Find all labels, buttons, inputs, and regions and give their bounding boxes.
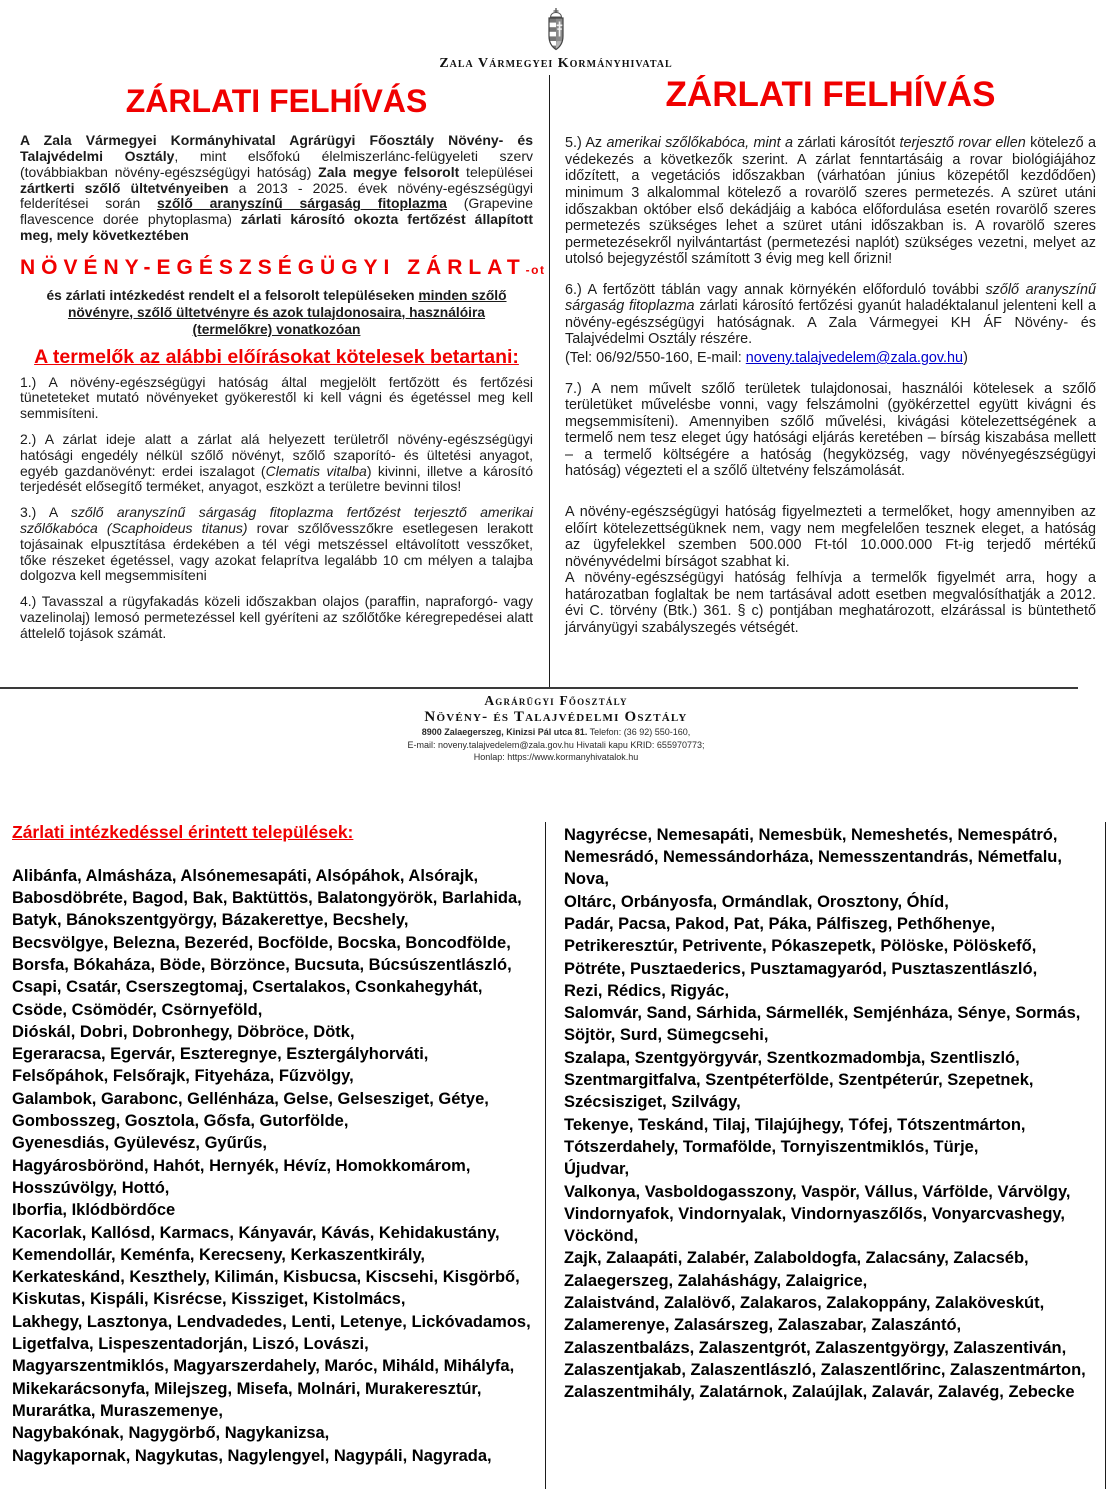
settlement-line: Padár, Pacsa, Pakod, Pat, Páka, Pálfiszeg, Pethőhenye,: [564, 914, 996, 933]
quarantine-order-heading: NÖVÉNY-EGÉSZSÉGÜGYI ZÁRLAT-ot: [20, 255, 546, 279]
settlement-line: Dióskál, Dobri, Dobronhegy, Döbröce, Dötk,: [12, 1022, 355, 1041]
settlement-line: Ligetfalva, Lispeszentadorján, Liszó, Lovászi,: [12, 1335, 369, 1354]
notice-column-left: [0, 75, 549, 687]
settlement-line: Rezi, Rédics, Rigyác,: [564, 981, 730, 1000]
rule-item-6: 6.) A fertőzött táblán vagy annak környékén előforduló további szőlő aranyszínű sárgaság fitoplazma zárlati károsító fertőzési gyanút haladéktalanul jelenteni kell a növény-egészségügyi hatóságnak. A Zala Vármegyei KH ÁF Növény- és Talajvédelmi Osztály részére.: [565, 281, 1096, 348]
settlement-line: Söjtör, Surd, Sümegcsehi,: [564, 1026, 769, 1045]
settlement-line: Babosdöbréte, Bagod, Bak, Baktüttös, Balatongyörök, Barlahida,: [12, 889, 522, 908]
settlement-line: Nagybakónak, Nagygörbő, Nagykanizsa,: [12, 1424, 330, 1443]
settlement-line: Murarátka, Muraszemenye,: [12, 1401, 223, 1420]
department-name-line-2: Növény- és Talajvédelmi Osztály: [424, 709, 688, 725]
settlement-line: Nagyrécse, Nemesapáti, Nemesbük, Nemeshetés, Nemespátró,: [564, 825, 1058, 844]
settlement-line: Oltárc, Orbányosfa, Ormándlak, Orosztony, Óhíd,: [564, 892, 949, 911]
settlement-line: Szalapa, Szentgyörgyvár, Szentkozmadombja, Szentliszló,: [564, 1048, 1020, 1067]
settlement-line: Alibánfa, Almásháza, Alsónemesapáti, Alsópáhok, Alsórajk,: [12, 866, 479, 885]
org-name: Zala Vármegyei Kormányhivatal: [439, 56, 673, 71]
settlement-line: Hosszúvölgy, Hottó,: [12, 1178, 170, 1197]
warning-block: [565, 504, 1096, 637]
rule-item-2: 2.) A zárlat ideje alatt a zárlat alá helyezett területről növény-egészségügyi hatósági engedély nélkül szőlő növényt, szőlő szaporító- és ültetési anyagot, egyéb gazdanövényt: erdei iszalagot (Clematis vitalba) kivinni, illetve a károsító terjedését elősegítő terméket, anyagot, eszközt a területre bevinni tilos!: [20, 430, 533, 495]
penalty-warning: A növény-egészségügyi hatóság figyelmezteti a termelőket, hogy amennyiben az előírt kötelezettségüknek nem, vagy nem megfelelően tesznek eleget, a hatóság az ügyfelekkel szemben 500.000 Ft-tól 10.000.000 Ft-ig terjedő mértékű növényvédelmi bírságot szabhat ki.: [565, 503, 1096, 570]
coat-of-arms-icon: [540, 8, 572, 54]
notice-column-right: [549, 75, 1112, 687]
settlement-line: Lakhegy, Lasztonya, Lendvadedes, Lenti, Letenye, Lickóvadamos,: [12, 1312, 531, 1331]
settlement-line: Újudvar,: [564, 1160, 630, 1179]
document-header: [0, 0, 1112, 72]
settlement-line: Zalaegerszeg, Zalaháshágy, Zalaigrice,: [564, 1271, 868, 1290]
contact-line: (Tel: 06/92/550-160, E-mail: noveny.talajvedelem@zala.gov.hu): [565, 350, 968, 366]
settlement-line: Felsőpáhok, Felsőrajk, Fityeháza, Fűzvölgy,: [12, 1067, 354, 1086]
settlement-line: Zajk, Zalaapáti, Zalabér, Zalaboldogfa, Zalacsány, Zalacséb,: [564, 1249, 1029, 1268]
settlement-line: Kemendollár, Keménfa, Kerecseny, Kerkaszentkirály,: [12, 1245, 425, 1264]
settlements-column-right: [545, 822, 1106, 1489]
settlement-line: Pötréte, Pusztaederics, Pusztamagyaród, Pusztaszentlászló,: [564, 959, 1038, 978]
settlement-line: Gyenesdiás, Gyülevész, Gyűrűs,: [12, 1134, 267, 1153]
department-contact: E-mail: noveny.talajvedelem@zala.gov.hu Hivatali kapu KRID: 655970773;: [407, 739, 705, 750]
page-title-right: ZÁRLATI FELHÍVÁS: [665, 75, 996, 114]
settlement-line: Galambok, Garabonc, Gellénháza, Gelse, Gelsesziget, Gétye,: [12, 1089, 489, 1108]
settlement-line: Tótszerdahely, Tormafölde, Tornyiszentmiklós, Türje,: [564, 1137, 979, 1156]
settlement-line: Batyk, Bánokszentgyörgy, Bázakerettye, Becshely,: [12, 911, 409, 930]
settlement-line: Vindornyafok, Vindornyalak, Vindornyaszőlős, Vonyarcvashegy,: [564, 1204, 1065, 1223]
settlement-line: Mikekarácsonyfa, Milejszeg, Misefa, Molnári, Murakeresztúr,: [12, 1379, 482, 1398]
settlement-line: Tekenye, Teskánd, Tilaj, Tilajújhegy, Tófej, Tótszentmárton,: [564, 1115, 1026, 1134]
settlement-line: Becsvölgye, Belezna, Bezeréd, Bocfölde, Bocska, Boncodfölde,: [12, 933, 511, 952]
quarantine-order-suffix: -ot: [525, 262, 546, 277]
settlement-line: Borsfa, Bókaháza, Böde, Börzönce, Bucsuta, Búcsúszentlászló,: [12, 955, 512, 974]
settlement-line: Hagyárosbörönd, Hahót, Hernyék, Hévíz, Homokkomárom,: [12, 1156, 471, 1175]
department-footer: [0, 693, 1112, 764]
settlement-line: Kiskutas, Kispáli, Kisrécse, Kissziget, Kistolmács,: [12, 1290, 406, 1309]
settlement-line: Csöde, Csömödér, Csörnyeföld,: [12, 1000, 263, 1019]
rule-item-6-block: [565, 282, 1096, 367]
scope-statement: és zárlati intézkedést rendelt el a felsorolt településeken minden szőlő növényre, szőlő ültetvényre és azok tulajdonosaira, használóira (termelőkre) vonatkozóan: [46, 287, 507, 337]
settlement-line: Zalaszentmihály, Zalatárnok, Zalaújlak, Zalavár, Zalavég, Zebecke: [564, 1383, 1075, 1402]
criminal-warning: A növény-egészségügyi hatóság felhívja a termelők figyelmét arra, hogy a határozatban foglaltak be nem tartásával adott esetben megvalósíthatják a 2012. évi C. törvény (Btk.) 361. § c) pontjában meghatározott, elzárással is büntethető járványügyi szabályszegés vétségét.: [565, 570, 1096, 636]
producer-rules-heading: A termelők az alábbi előírásokat kötelesek betartani:: [34, 346, 519, 369]
page-title-left: ZÁRLATI FELHÍVÁS: [125, 83, 428, 119]
settlement-line: Nova,: [564, 870, 609, 889]
settlement-line: Valkonya, Vasboldogasszony, Vaspör, Vállus, Várfölde, Várvölgy,: [564, 1182, 1071, 1201]
notice-body: [0, 75, 1112, 687]
settlement-line: Salomvár, Sand, Sárhida, Sármellék, Semjénháza, Sénye, Sormás,: [564, 1004, 1081, 1023]
settlements-section: [0, 822, 1106, 1489]
settlement-line: Kacorlak, Kallósd, Karmacs, Kányavár, Kávás, Kehidakustány,: [12, 1223, 500, 1242]
settlement-line: Egeraracsa, Egervár, Eszteregnye, Esztergályhorváti,: [12, 1045, 429, 1064]
settlement-line: Iborfia, Iklódbördőce: [12, 1201, 176, 1220]
settlement-line: Kerkateskánd, Keszthely, Kilimán, Kisbucsa, Kiscsehi, Kisgörbő,: [12, 1268, 520, 1287]
settlement-line: Vöckönd,: [564, 1227, 639, 1246]
settlement-line: Zalaszentjakab, Zalaszentlászló, Zalaszentlőrinc, Zalaszentmárton,: [564, 1360, 1086, 1379]
settlement-line: Szécsisziget, Szilvágy,: [564, 1093, 741, 1112]
email-link[interactable]: noveny.talajvedelem@zala.gov.hu: [745, 350, 964, 366]
department-address: 8900 Zalaegerszeg, Kinizsi Pál utca 81. Telefon: (36 92) 550-160,: [421, 727, 691, 737]
rule-item-7: 7.) A nem művelt szőlő területek tulajdonosai, használói kötelesek a szőlő területüket művelésbe vonni, vagy felszámolni (gyökérzettel együtt kivágni és megsemmisíteni). Amennyiben szőlő művelési, kivágási kötelezettségének a termelő nem tesz eleget úgy hatósági eljárás keretében – bírság kiszabása mellett – a termelő költségére a hatóság (hegyközség, vagy növényegészségügyi hatóság) végezteti el a szőlő ültetvény felszámolását.: [565, 380, 1096, 480]
department-name-line-1: Agrárügyi Főosztály: [484, 693, 628, 708]
settlement-line: Zalamerenye, Zalasárszeg, Zalaszabar, Zalaszántó,: [564, 1316, 962, 1335]
settlements-list-right: [564, 824, 1097, 1404]
department-website: Honlap: https://www.kormanyhivatalok.hu: [473, 752, 639, 763]
settlement-line: Petrikeresztúr, Petrivente, Pókaszepetk, Pölöske, Pölöskefő,: [564, 937, 1037, 956]
settlement-line: Nemesrádó, Nemessándorháza, Nemesszentandrás, Németfalu,: [564, 848, 1062, 867]
intro-paragraph: A Zala Vármegyei Kormányhivatal Agrárügyi Főosztály Növény- és Talajvédelmi Osztály, mint elsőfokú élelmiszerlánc-felügyeleti szerv (továbbiakban növény-egészségügyi hatóság) Zala megye felsorolt települései zártkerti szőlő ültetvényeiben a 2013 - 2025. évek növény-egészségügyi felderítései során szőlő aranyszínű sárgaság fitoplazma (Grapevine flavescence dorée phytoplasma) zárlati károsító okozta fertőzést állapított meg, mely következtében: [20, 132, 534, 244]
rule-item-3: 3.) A szőlő aranyszínű sárgaság fitoplazma fertőzést terjesztő amerikai szőlőkabóca (Scaphoideus titanus) rovar szőlővesszőkre esetlegesen lerakott tojásainak elpusztítása érdekében a tél végi metszéssel eltávolított vesszőket, tőke részeket égetéssel, vagy azokat felaprítva legalább 10 cm mélyen a talajba dolgozva kell megsemmisíteni: [20, 504, 533, 584]
settlements-list-left: [12, 865, 537, 1467]
rule-item-1: 1.) A növény-egészségügyi hatóság által megjelölt fertőzött és fertőzési tüneteteket mutató növényeket gyökerestől ki kell vágni és égetéssel meg kell semmisíteni.: [20, 373, 533, 422]
settlement-line: Szentmargitfalva, Szentpéterfölde, Szentpéterúr, Szepetnek,: [564, 1071, 1034, 1090]
settlement-line: Nagykapornak, Nagykutas, Nagylengyel, Nagypáli, Nagyrada,: [12, 1446, 492, 1465]
settlement-line: Zalaistvánd, Zalalövő, Zalakaros, Zalakoppány, Zalaköveskút,: [564, 1294, 1045, 1313]
settlements-heading: Zárlati intézkedéssel érintett települések:: [12, 821, 354, 842]
settlement-line: Magyarszentmiklós, Magyarszerdahely, Maróc, Miháld, Mihályfa,: [12, 1357, 515, 1376]
settlement-line: Csapi, Csatár, Cserszegtomaj, Csertalakos, Csonkahegyhát,: [12, 978, 483, 997]
rule-item-4: 4.) Tavasszal a rügyfakadás közeli időszakban olajos (paraffin, napraforgó- vagy vazelinolaj) lemosó permetezéssel kell gyéríteni az szőlőtőke kéregrepedései alatt áttelelő tojások számát.: [20, 593, 533, 641]
footer-divider: [0, 687, 1078, 689]
settlement-line: Gombosszeg, Gosztola, Gősfa, Gutorfölde,: [12, 1112, 349, 1131]
settlement-line: Zalaszentbalázs, Zalaszentgrót, Zalaszentgyörgy, Zalaszentiván,: [564, 1338, 1067, 1357]
rule-item-5: 5.) Az amerikai szőlőkabóca, mint a zárlati károsítót terjesztő rovar ellen kötelező a védekezés a következők szerint. A zárlat fenntartásáig a rovar biológiájához időzített, a vegetációs időszakban (várhatóan június közepétől kezdődően) minimum 3 alkalommal kötelező a rovarölő szeres permetezés. A szüret utáni időszakban október első dekádjáig a kabóca előfordulása esetén rovarölő szeres permetezés szükséges lehet a szüret utáni időszakban is. A rovarölő szeres permetezésekről nyilvántartást (permetezési naplót) szükséges vezetni, melyet az utolsó bejegyzéstől számított 3 évig meg kell őrizni!: [565, 135, 1096, 268]
settlements-column-left: [0, 822, 545, 1489]
